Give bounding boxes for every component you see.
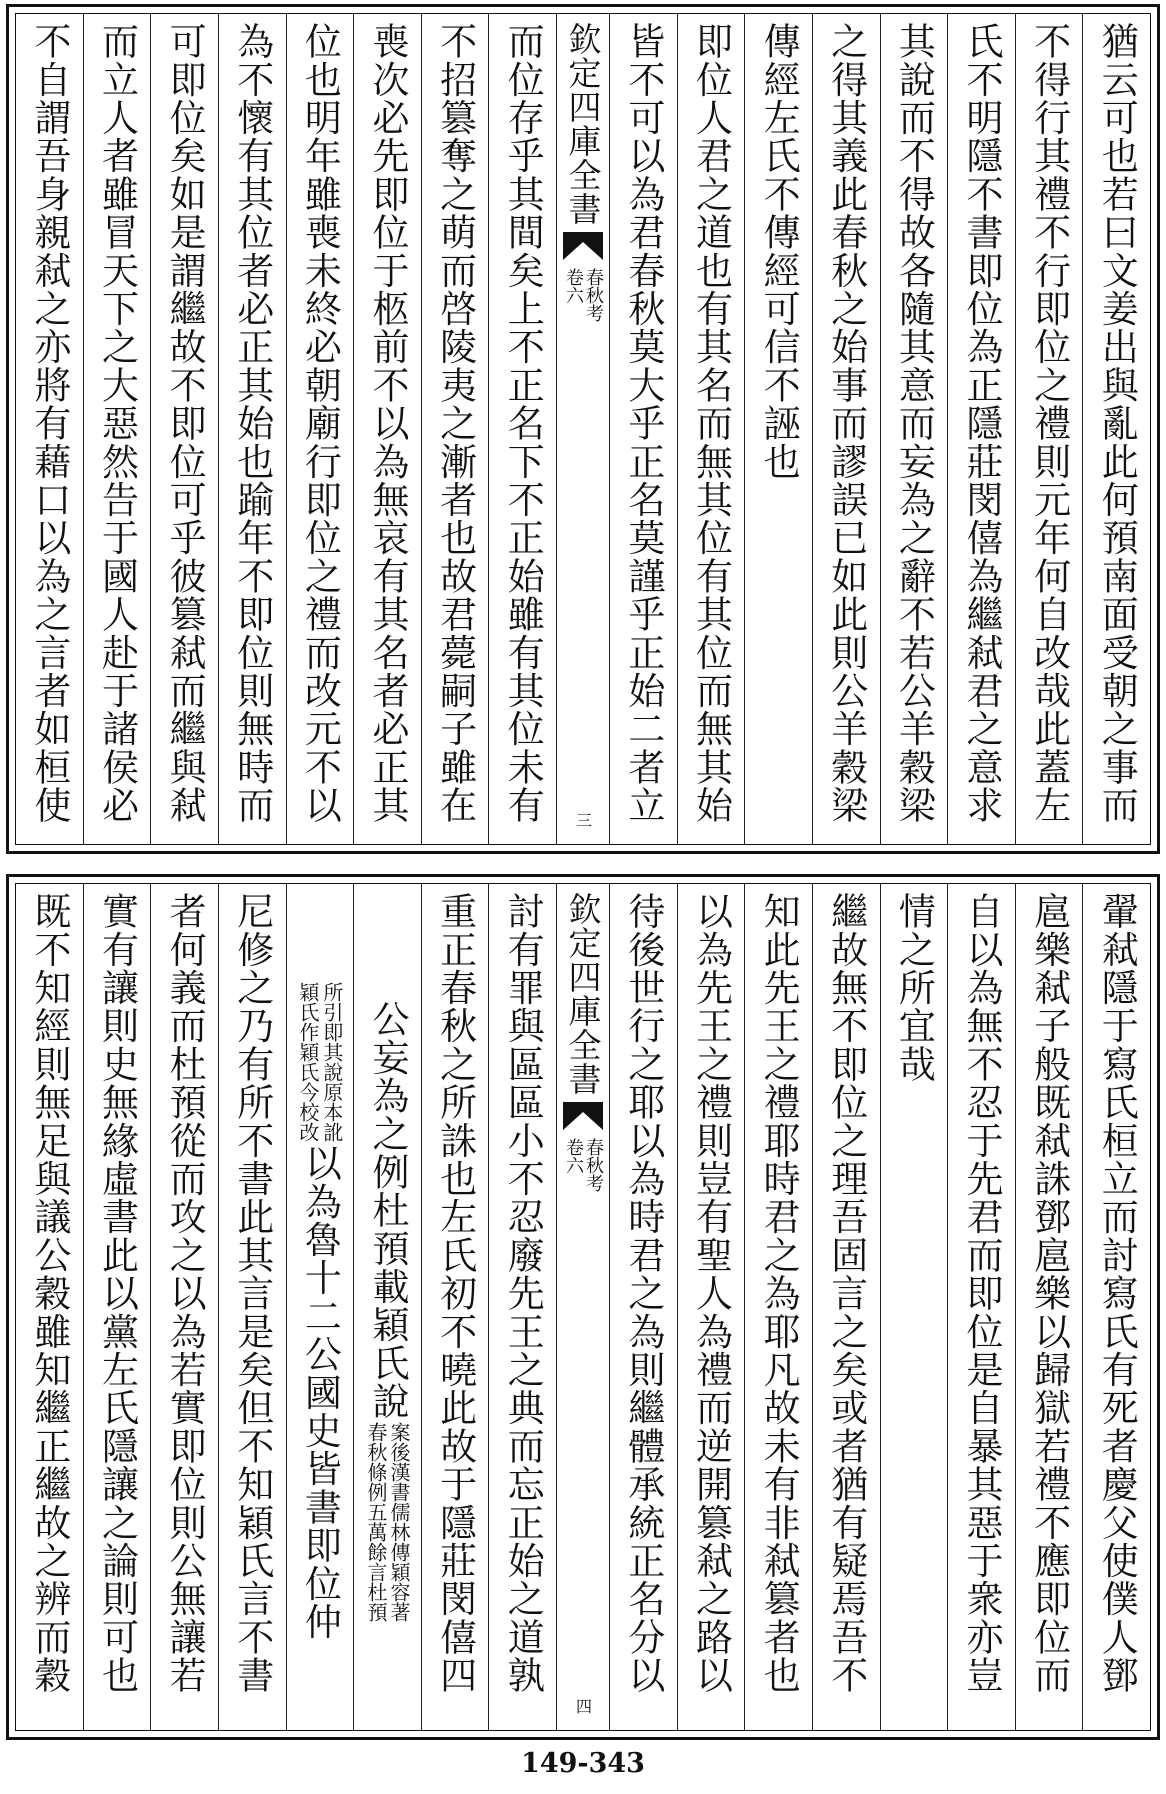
column-text: 翬弒隱于寫氏桓立而討寫氏有死者慶父使僕人鄧 — [1095, 892, 1139, 1695]
fascicle-number: 卷六 — [563, 268, 585, 304]
collation-note-line: 穎氏作穎氏今校改 — [295, 981, 320, 1142]
column-text: 扈樂弒子般既弒誅鄧扈樂以歸獄若禮不應即位而 — [1027, 892, 1071, 1695]
column-text: 不得行其禮不行即位之禮則元年何自改哉此蓋左 — [1027, 22, 1071, 825]
text-column — [488, 14, 556, 844]
text-column — [812, 884, 880, 1730]
column-text: 公妄為之例杜預載穎氏說 — [365, 999, 409, 1421]
text-column — [150, 884, 218, 1730]
column-text: 討有罪與區區小不忍廢先王之典而忘正始之道孰 — [501, 892, 545, 1695]
column-text: 而立人者雖冒天下之大惡然告于國人赴于諸侯必 — [95, 22, 139, 825]
fascicle-label — [563, 1138, 605, 1192]
column-text: 者何義而杜預從而攻之以為若實即位則公無讓若 — [163, 892, 207, 1695]
inline-note — [363, 1422, 411, 1623]
text-column — [947, 14, 1015, 844]
column-text: 繼故無不即位之理吾固言之矣或者猶有疑焉吾不 — [824, 892, 868, 1695]
column-text: 不招篡奪之萌而啓陵夷之漸者也故君薨嗣子雖在 — [433, 22, 477, 825]
column-text: 尼修之乃有所不書此其言是矣但不知穎氏言不書 — [230, 892, 274, 1695]
fascicle-title: 春秋考 — [583, 1138, 605, 1192]
bottom-page — [6, 874, 1160, 1740]
inline-note-line: 案後漢書儒林傳穎容著 — [386, 1422, 411, 1623]
page-number: 四 — [573, 1698, 593, 1714]
text-column-with-note — [353, 884, 421, 1730]
fish-tail-mark-icon — [563, 1102, 603, 1130]
column-text: 可即位矣如是謂繼故不即位可乎彼篡弒而繼與弒 — [163, 22, 207, 825]
column-text: 為不懷有其位者必正其始也踰年不即位則無時而 — [230, 22, 274, 825]
column-text: 皆不可以為君春秋莫大乎正名莫謹乎正始二者立 — [621, 22, 665, 825]
text-column — [421, 884, 489, 1730]
text-column — [1015, 884, 1083, 1730]
text-column — [16, 884, 83, 1730]
text-column — [353, 14, 421, 844]
text-column — [83, 884, 151, 1730]
text-column — [16, 14, 83, 844]
fascicle-number: 卷六 — [563, 1138, 585, 1174]
collation-note — [295, 974, 344, 1142]
text-column — [880, 884, 948, 1730]
text-column — [1082, 884, 1150, 1730]
inline-note-line: 春秋條例五萬餘言杜預 — [363, 1422, 388, 1623]
column-text: 重正春秋之所誅也左氏初不曉此故于隱莊閔僖四 — [433, 892, 477, 1695]
column-text: 待後世行之耶以為時君之為則繼體承統正名分以 — [621, 892, 665, 1695]
text-column — [150, 14, 218, 844]
column-text: 即位人君之道也有其名而無其位有其位而無其始 — [689, 22, 733, 825]
text-column — [218, 14, 286, 844]
book-title: 欽定四庫全書 — [563, 22, 603, 226]
text-column — [947, 884, 1015, 1730]
text-column — [609, 884, 677, 1730]
text-column — [218, 884, 286, 1730]
column-text: 情之所宜哉 — [892, 892, 936, 1083]
text-column — [677, 884, 745, 1730]
column-text: 不自謂吾身親弒之亦將有藉口以為之言者如桓使 — [27, 22, 71, 825]
text-column — [744, 14, 812, 844]
top-page-columns — [15, 13, 1151, 845]
column-text: 實有讓則史無緣虛書此以黨左氏隱讓之論則可也 — [95, 892, 139, 1695]
book-title: 欽定四庫全書 — [563, 892, 603, 1096]
column-text: 猶云可也若曰文姜出與亂此何預南面受朝之事而 — [1095, 22, 1139, 825]
column-text: 其說而不得故各隨其意而妄為之辭不若公羊穀梁 — [892, 22, 936, 825]
column-text: 而位存乎其間矣上不正名下不正始雖有其位未有 — [501, 22, 545, 825]
fish-tail-mark-icon — [563, 232, 603, 260]
text-column — [286, 14, 354, 844]
center-fold-column — [556, 14, 609, 844]
column-text: 氏不明隱不書即位為正隱莊閔僖為繼弒君之意求 — [959, 22, 1003, 825]
column-text: 位也明年雖喪未終必朝廟行即位之禮而改元不以 — [298, 22, 342, 825]
column-text: 以為魯十二公國史皆書即位仲 — [298, 1143, 342, 1641]
text-column — [880, 14, 948, 844]
column-text: 傳經左氏不傳經可信不誣也 — [757, 22, 801, 481]
text-column — [812, 14, 880, 844]
text-column — [609, 14, 677, 844]
text-column — [744, 884, 812, 1730]
column-text: 知此先王之禮耶時君之為耶凡故未有非弒篡者也 — [757, 892, 801, 1695]
note-column — [286, 884, 354, 1730]
text-column — [488, 884, 556, 1730]
text-column — [1015, 14, 1083, 844]
text-column — [83, 14, 151, 844]
column-text: 自以為無不忍于先君而即位是自暴其惡于衆亦豈 — [959, 892, 1003, 1695]
bottom-page-columns — [15, 883, 1151, 1731]
text-column — [1082, 14, 1150, 844]
center-fold-column — [556, 884, 609, 1730]
column-text: 喪次必先即位于柩前不以為無哀有其名者必正其 — [365, 22, 409, 825]
text-column — [421, 14, 489, 844]
column-text: 以為先王之禮則豈有聖人為禮而逆開篡弒之路以 — [689, 892, 733, 1695]
column-text: 之得其義此春秋之始事而謬誤已如此則公羊穀梁 — [824, 22, 868, 825]
page-number: 三 — [573, 812, 593, 828]
collation-note-line: 所引即其說原本訛 — [319, 981, 344, 1142]
column-text: 既不知經則無足與議公穀雖知繼正繼故之辨而穀 — [27, 892, 71, 1695]
fascicle-title: 春秋考 — [583, 268, 605, 322]
text-column — [677, 14, 745, 844]
page-footer-label: 149-343 — [521, 1748, 645, 1779]
fascicle-label — [563, 268, 605, 322]
top-page — [6, 4, 1160, 854]
